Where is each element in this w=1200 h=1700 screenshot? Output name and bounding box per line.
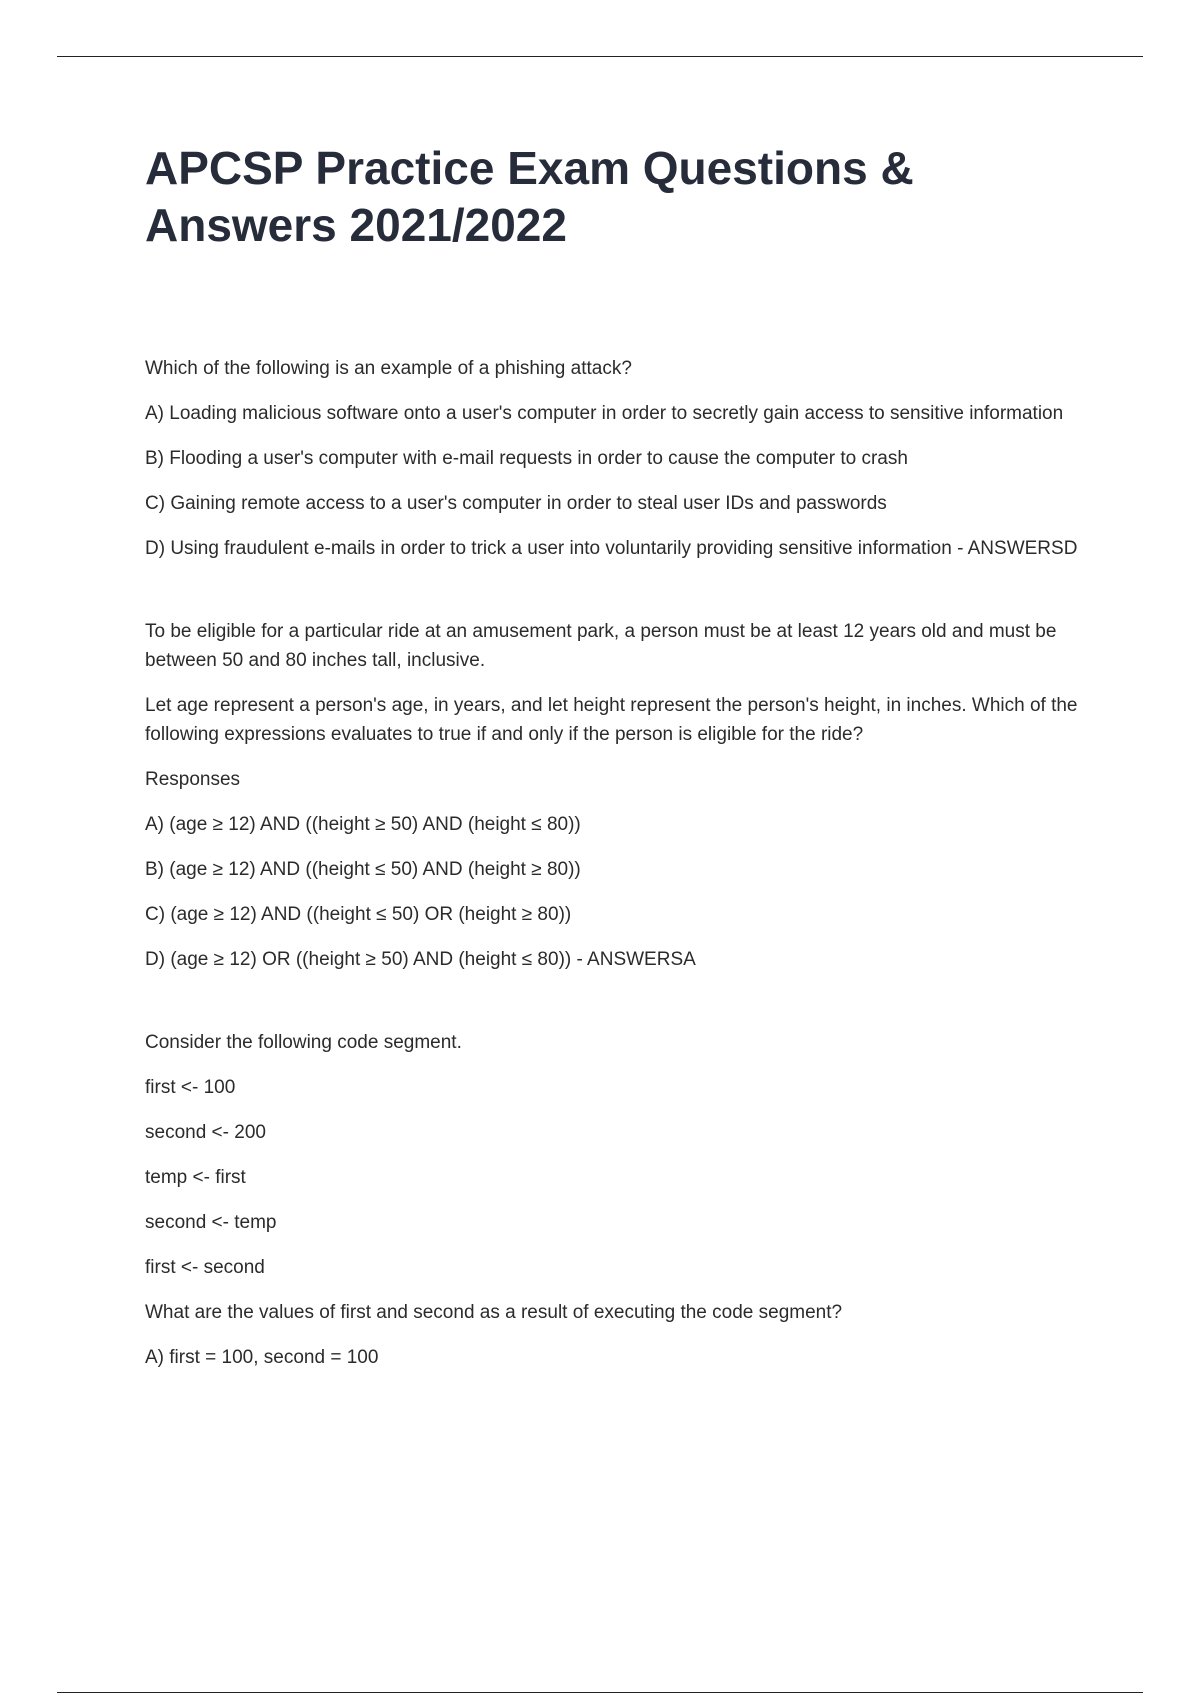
answer-option-b: B) Flooding a user's computer with e-mail requests in order to cause the computer to crash [145,448,908,469]
code-line: temp <- first [145,1167,246,1188]
answer-option-b: B) (age ≥ 12) AND ((height ≤ 50) AND (height ≥ 80)) [145,859,581,880]
question-list [145,354,1095,1372]
answer-option-c: C) (age ≥ 12) AND ((height ≤ 50) OR (height ≥ 80)) [145,904,572,925]
answer-option-d: D) Using fraudulent e-mails in order to trick a user into voluntarily providing sensitive information - ANSWERSD [145,538,1078,559]
answer-option-d: D) (age ≥ 12) OR ((height ≥ 50) AND (height ≤ 80)) - ANSWERSA [145,949,696,970]
question-text: Which of the following is an example of a phishing attack? [145,358,632,379]
document-body [145,140,1095,1426]
top-rule [57,56,1143,57]
bottom-rule [57,1692,1143,1693]
question-text: What are the values of first and second as a result of executing the code segment? [145,1302,843,1323]
code-line: first <- 100 [145,1077,236,1098]
document-title: APCSP Practice Exam Questions & Answers 2021/2022 [145,142,914,251]
question-text: To be eligible for a particular ride at an amusement park, a person must be at least 12 years old and must be between 50 and 80 inches tall, inclusive. [145,621,1057,671]
question-text: Let age represent a person's age, in years, and let height represent the person's height, in inches. Which of the following expressions evaluates to true if and only if the person is eligible for the ride? [145,695,1078,745]
question-ride-eligibility [145,617,1095,974]
question-text: Consider the following code segment. [145,1032,462,1053]
responses-label: Responses [145,769,241,790]
code-line: second <- 200 [145,1122,266,1143]
answer-option-c: C) Gaining remote access to a user's computer in order to steal user IDs and passwords [145,493,887,514]
answer-option-a: A) Loading malicious software onto a user's computer in order to secretly gain access to sensitive information [145,403,1064,424]
code-line: second <- temp [145,1212,277,1233]
answer-option-a: A) (age ≥ 12) AND ((height ≥ 50) AND (height ≤ 80)) [145,814,581,835]
code-line: first <- second [145,1257,265,1278]
question-phishing [145,354,1095,563]
question-code-segment [145,1028,1095,1372]
answer-option-a: A) first = 100, second = 100 [145,1347,379,1368]
